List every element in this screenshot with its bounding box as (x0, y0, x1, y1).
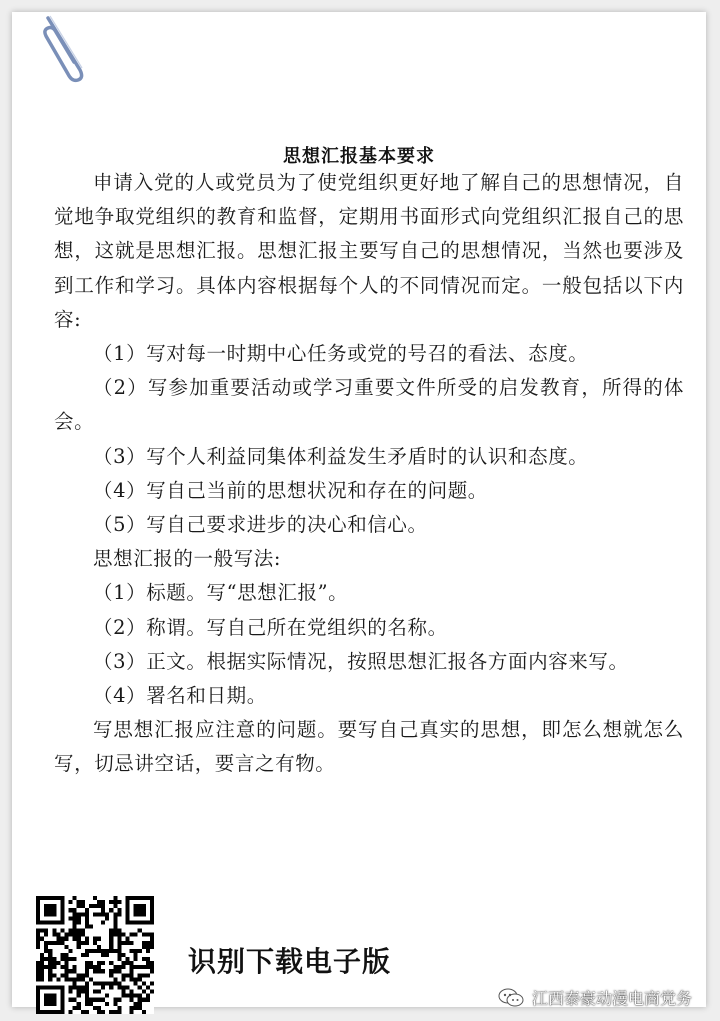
paragraph: （1）标题。写“思想汇报”。 (93, 581, 349, 605)
paragraph: （5）写自己要求进步的决心和信心。 (93, 513, 428, 537)
paragraph: （3）正文。根据实际情况，按照思想汇报各方面内容来写。 (93, 649, 629, 673)
paragraph: （4）写自己当前的思想状况和存在的问题。 (93, 478, 488, 502)
page-title: 思想汇报基本要求 (283, 146, 435, 167)
paragraph: （4）署名和日期。 (93, 684, 267, 708)
paragraph: （2）写参加重要活动或学习重要文件所受的启发教育，所得的体会。 (54, 376, 684, 434)
watermark (498, 986, 692, 1009)
download-label: 识别下载电子版 (188, 945, 392, 978)
paperclip-icon (34, 12, 94, 84)
watermark-text: 江西泰豪动漫电商党务 (531, 989, 692, 1008)
wechat-icon (498, 988, 524, 1008)
qr-code-icon[interactable] (36, 896, 154, 1014)
document-page (12, 12, 706, 1007)
document-body (54, 166, 684, 782)
paragraph: （1）写对每一时期中心任务或党的号召的看法、态度。 (93, 342, 589, 366)
paragraph: 思想汇报的一般写法: (93, 547, 282, 571)
paragraph: （2）称谓。写自己所在党组织的名称。 (93, 615, 448, 639)
paragraph: （3）写个人利益同集体利益发生矛盾时的认识和态度。 (93, 444, 589, 468)
paragraph: 写思想汇报应注意的问题。要写自己真实的思想，即怎么想就怎么写，切忌讲空话，要言之有物。 (54, 718, 684, 776)
paragraph: 申请入党的人或党员为了使党组织更好地了解自己的思想情况，自觉地争取党组织的教育和监督，定期用书面形式向党组织汇报自己的思想，这就是思想汇报。思想汇报主要写自己的思想情况，当然也要涉及到工作和学习。具体内容根据每个人的不同情况而定。一般包括以下内容: (54, 171, 684, 331)
